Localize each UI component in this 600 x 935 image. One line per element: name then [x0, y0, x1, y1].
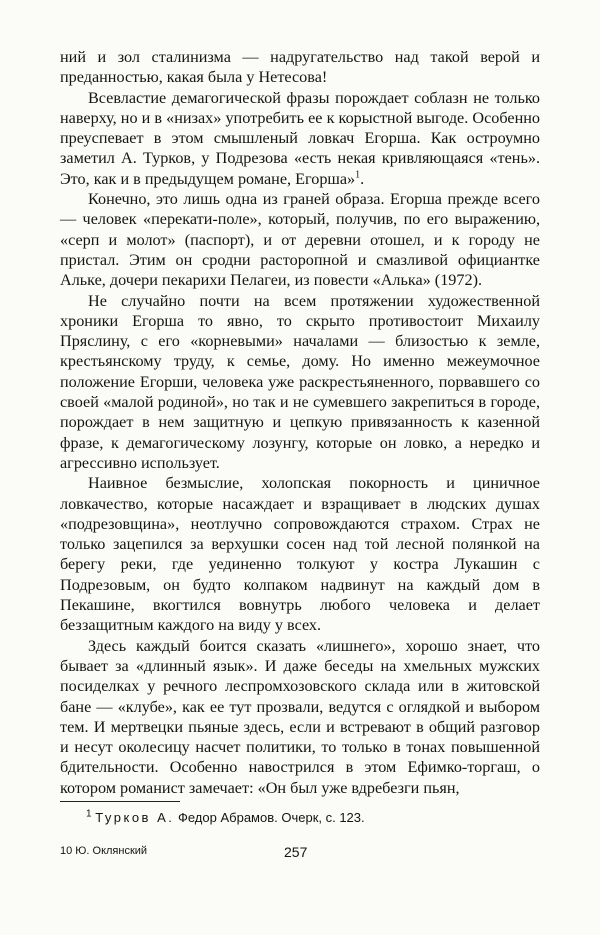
footnote-text: Федор Абрамов. Очерк, с. 123. — [177, 810, 365, 825]
footnote-number: 1 — [86, 808, 92, 820]
paragraph-5: Наивное безмыслие, холопская покорность и циничное ловкачество, которые насаждает и взращивает в людских душах «подрезовщина», неотлучно сопровождаются страхом. Страх не только зацепился за верхушки сосен над той лесной полянкой на берегу реки, где уединенно толкуют у костра Лукашин с Подрезовым, он будто колпаком надвинут на каждый дом в Пекашине, вкогтился вовнутрь любого человека и делает беззащитным каждого на виду у всех. — [60, 474, 540, 635]
footnote — [86, 810, 365, 825]
footnote-author: Турков А. — [95, 810, 175, 825]
footnote-reference: 1 — [355, 169, 361, 181]
paragraph-3: Конечно, это лишь одна из граней образа. Егорша прежде всего — человек «перекати-поле», который, получив, по его выражению, «серп и молот» (паспорт), и от деревни отошел, и к городу не пристал. Этим он сродни расторопной и смазливой официантке Альке, дочери пекарихи Пелагеи, из повести «Алька» (1972). — [60, 190, 540, 290]
paragraph-6: Здесь каждый боится сказать «лишнего», хорошо знает, что бывает за «длинный язык». И даже беседы на хмельных мужских посиделках у речного леспромхозовского склада или в житовской бане — «клубе», как ее тут прозвали, ведутся с оглядкой и выбором тем. И мертвецки пьяные здесь, если и встревают в общий разговор и несут околесицу насчет политики, то только в тонах повышенной бдительности. Особенно навострился в этом Ефимко-торгаш, о котором романист замечает: «Он был уже вдребезги пьян, — [60, 636, 540, 797]
page-number: 257 — [284, 844, 308, 860]
paragraph-2-text: Всевластие демагогической фразы порождает соблазн не только наверху, но и в «низах» употребить ее к корыстной выгоде. Особенно преуспевает в этом смышленый ловкач Егорша. Как остроумно заметил А. Турков, у Подрезова «есть некая кривляющаяся «тень». Это, как и в предыдущем романе, Егорша» — [60, 88, 540, 188]
printer-signature: 10 Ю. Оклянский — [60, 845, 148, 857]
paragraph-2: Всевластие демагогической фразы порождает соблазн не только наверху, но и в «низах» употребить ее к корыстной выгоде. Особенно преуспевает в этом смышленый ловкач Егорша. Как остроумно заметил А. Турков, у Подрезова «есть некая кривляющаяся «тень». Это, как и в предыдущем романе, Егорша»$^1$. — [60, 88, 540, 188]
footnote-divider — [60, 801, 180, 802]
body-text — [60, 47, 540, 798]
paragraph-4: Не случайно почти на всем протяжении художественной хроники Егорша то явно, то скрыто противостоит Михаилу Пряслину, с его «корневыми» началами — близостью к земле, крестьянскому труду, к семье, дому. Но именно межеумочное положение Егорши, человека уже раскрестьяненного, порвавшего со своей «малой родиной», но так и не сумевшего закрепиться в городе, порождает в нем защитную и цепкую привязанность к казенной фразе, к демагогическому лозунгу, которые он ловко, а нередко и агрессивно использует. — [60, 291, 540, 472]
paragraph-1: ний и зол сталинизма — надругательство над такой верой и преданностью, какая была у Нетесова! — [60, 48, 540, 87]
